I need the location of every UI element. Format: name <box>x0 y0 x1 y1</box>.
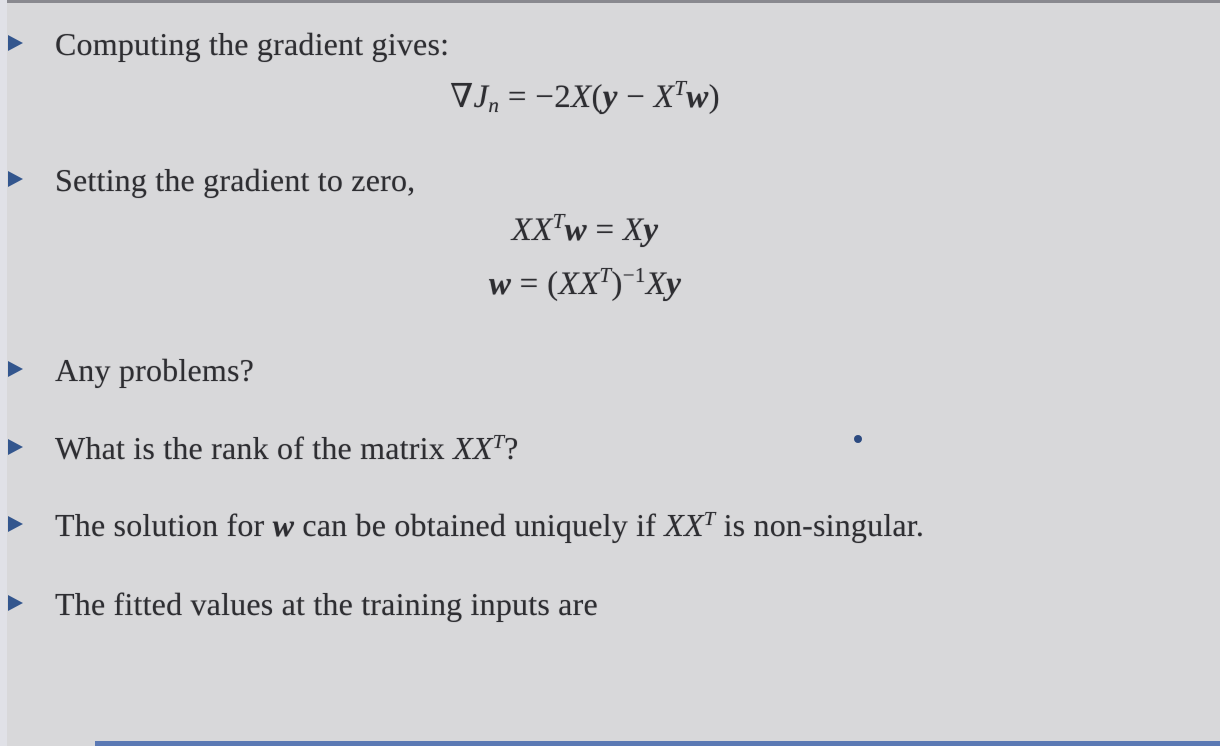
slide-top-edge <box>0 0 1220 3</box>
bullet-triangle-icon <box>8 35 23 51</box>
bullet-setting-gradient-zero <box>8 160 1202 200</box>
bullet-any-problems <box>8 350 1202 390</box>
bullet-fitted-values-text: The fitted values at the training inputs are <box>55 586 598 622</box>
bullet-rank-question <box>8 428 1202 468</box>
bullet-computing-gradient-text: Computing the gradient gives: <box>55 26 450 62</box>
bullet-triangle-icon <box>8 439 23 455</box>
bullet-rank-question-text: What is the rank of the matrix $XX^T$? <box>55 430 519 466</box>
formula-normal-equation: $XX^Tw = Xy$ <box>511 209 659 248</box>
bullet-any-problems-text: Any problems? <box>55 352 255 388</box>
bullet-triangle-icon <box>8 516 23 532</box>
bullet-unique-solution-text: The solution for w can be obtained uniquely if $XX^T$ is non-singular. <box>55 507 925 543</box>
bullet-triangle-icon <box>8 595 23 611</box>
bullet-triangle-icon <box>8 171 23 187</box>
bullet-computing-gradient <box>8 24 1202 64</box>
laser-pointer-dot <box>854 435 862 443</box>
video-progress-bar[interactable] <box>95 741 1220 746</box>
bullet-setting-gradient-zero-text: Setting the gradient to zero, <box>55 162 416 198</box>
formula-gradient: $\nabla Jn = -2X(y - X^Tw)$ <box>450 76 720 118</box>
formula-solution: $w = (XX^T)^{-1}Xy$ <box>488 263 682 302</box>
bullet-fitted-values <box>8 584 1202 624</box>
bullet-unique-solution <box>8 505 1202 545</box>
bullet-triangle-icon <box>8 361 23 377</box>
